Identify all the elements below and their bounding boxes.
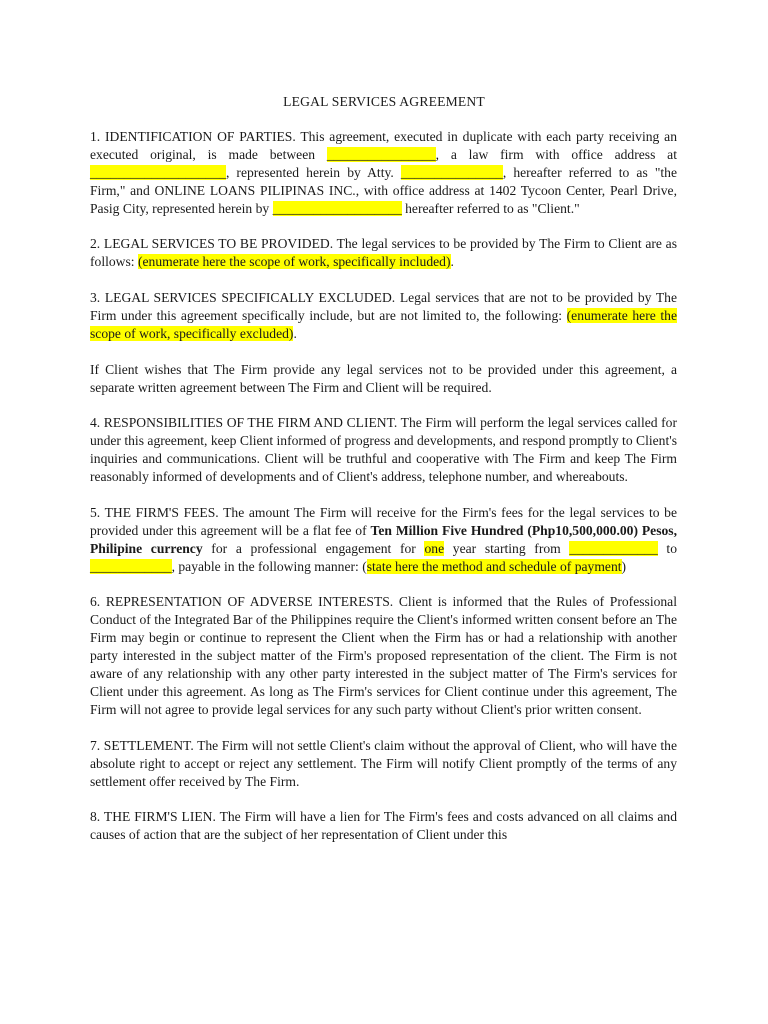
atty-name-blank: _______________ <box>400 164 503 180</box>
s5-text-e: , payable in the following manner: ( <box>171 558 367 574</box>
section-firm-lien: 8. THE FIRM'S LIEN. The Firm will have a lien for The Firm's fees and costs advanced on all claims and causes of action that are the subject of her representation of Client under this <box>90 809 677 843</box>
section-settlement: 7. SETTLEMENT. The Firm will not settle Client's claim without the approval of Client, who will have the absolute right to accept or reject any settlement. The Firm will notify Client promptly of the terms of any settlement offer received by The Firm. <box>90 737 677 789</box>
s1-text-b: , a law firm with office address at <box>435 146 677 162</box>
s1-text-c: , represented herein by Atty. <box>225 164 401 180</box>
s5-text-f: ) <box>621 558 627 574</box>
section-responsibilities: 4. RESPONSIBILITIES OF THE FIRM AND CLIENT. The Firm will perform the legal services called for under this agreement, keep Client informed of progress and developments, and respond promptly to Client's inquiries and communications. Client will be truthful and cooperative with The Firm and keep The Firm reasonably informed of developments and of Client's address, telephone number, and whereabouts. <box>90 415 677 485</box>
section-services-excluded <box>90 289 677 343</box>
s2-text-b: . <box>450 254 454 270</box>
document-title: LEGAL SERVICES AGREEMENT <box>283 94 485 109</box>
firm-name-blank: ________________ <box>326 146 436 162</box>
s5-text-a: 5. THE FIRM'S FEES. The amount The Firm will receive for the Firm's fees for the legal services to be provided under this agreement will be a flat fee of <box>90 504 677 538</box>
s2-text-a: 2. LEGAL SERVICES TO BE PROVIDED. The legal services to be provided by The Firm to Client are as follows: <box>90 236 677 270</box>
section-additional-services: If Client wishes that The Firm provide any legal services not to be provided under this agreement, a separate written agreement between The Firm and Client will be required. <box>90 361 677 395</box>
section-services-provided <box>90 235 677 271</box>
client-representative-blank: ___________________ <box>272 200 402 216</box>
section-identification-of-parties <box>90 128 677 218</box>
scope-included-highlight: (enumerate here the scope of work, specifically included) <box>137 254 451 270</box>
s5-text-d: to <box>657 540 677 556</box>
section-adverse-interests: 6. REPRESENTATION OF ADVERSE INTERESTS. Client is informed that the Rules of Professional Conduct of the Integrated Bar of the Philippines require the Client's informed written consent before an The Firm may begin or continue to represent the Client when the Firm has or had a relationship with another party interested in the subject matter of the Firm's proposed representation of the client. The Firm is not aware of any relationship with any other party interested in the subject matter of The Firm's services for Client under this agreement. As long as The Firm's services for Client continue under this agreement, The Firm will not agree to provide legal services for any such party without Client's prior written consent. <box>90 594 677 717</box>
s1-text-d: , hereafter referred to as "the Firm," and ONLINE LOANS PILIPINAS INC., with office address at 1402 Tycoon Center, Pearl Drive, Pasig City, represented herein by <box>90 164 677 216</box>
document-body <box>90 128 677 862</box>
firm-address-blank: ____________________ <box>90 164 226 180</box>
s1-text-e: hereafter referred to as "Client." <box>401 200 580 216</box>
end-date-blank: ____________ <box>90 558 172 574</box>
start-date-blank: _____________ <box>569 540 658 556</box>
s3-text-b: . <box>293 325 297 341</box>
section-firm-fees <box>90 504 677 576</box>
s5-text-b: for a professional engagement for <box>202 540 425 556</box>
scope-excluded-highlight: (enumerate here the scope of work, specifically excluded) <box>90 308 677 341</box>
fee-amount: Ten Million Five Hundred (Php10,500,000.00) Pesos, Philipine currency <box>90 522 677 556</box>
s1-text-a: 1. IDENTIFICATION OF PARTIES. This agreement, executed in duplicate with each party receiving an executed original, is made between <box>90 129 677 162</box>
payment-method-highlight: state here the method and schedule of payment <box>366 558 622 574</box>
term-one-highlight: one <box>424 540 445 556</box>
s3-text-a: 3. LEGAL SERVICES SPECIFICALLY EXCLUDED. Legal services that are not to be provided by The Firm under this agreement specifically include, but are not limited to, the following: <box>90 290 677 324</box>
s5-text-c: year starting from <box>444 540 570 556</box>
